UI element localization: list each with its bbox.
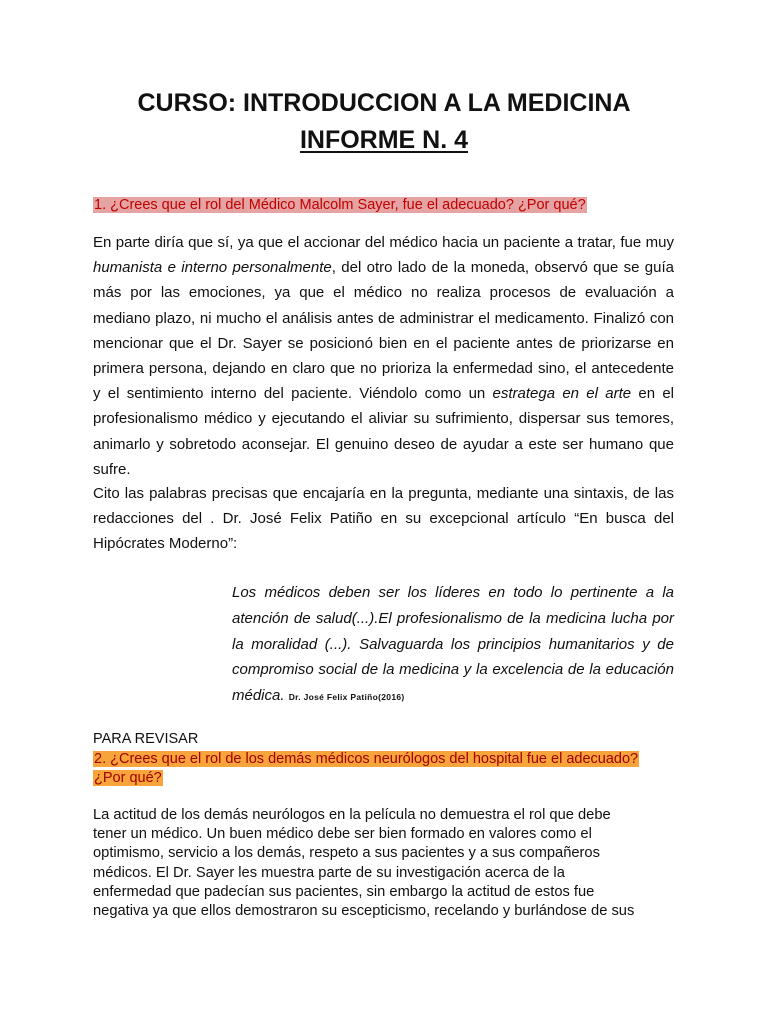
answer-1-paragraph-1 bbox=[93, 230, 674, 482]
quote-text: Los médicos deben ser los líderes en todo lo pertinente a la atención de salud(...).El profesionalismo de la medicina lucha por la moralidad (...). Salvaguarda los principios humanitarios y de compromiso social de la medicina y la excelencia de la educación médica. bbox=[232, 584, 674, 705]
review-label: PARA REVISAR bbox=[93, 731, 199, 747]
answer-1-emphasis-1: humanista e interno personalmente bbox=[93, 259, 332, 277]
report-title-text: INFORME N. 4 bbox=[299, 126, 469, 154]
question-2 bbox=[93, 750, 677, 788]
question-1 bbox=[93, 196, 587, 215]
report-title bbox=[0, 125, 768, 155]
answer-1-paragraph-2: Cito las palabras precisas que encajaría en la pregunta, mediante una sintaxis, de las redacciones del . Dr. José Felix Patiño en su excepcional artículo “En busca del Hipócrates Moderno”: bbox=[93, 485, 674, 553]
answer-1-text-b: , del otro lado de la moneda, observó que se guía más por las emociones, ya que el médico no realiza procesos de evaluación a mediano plazo, ni mucho el análisis antes de administrar el medicamento. Finalizó con mencionar que el Dr. Sayer se posicionó bien en el paciente antes de priorizarse en primera persona, dejando en claro que no prioriza la enfermedad sino, el antecedente y el sentimiento interno del paciente. Viéndolo como un bbox=[93, 259, 674, 403]
question-2-line-1: 2. ¿Crees que el rol de los demás médicos neurólogos del hospital fue el adecuado? bbox=[94, 751, 639, 767]
answer-2-line: optimismo, servicio a los demás, respeto a sus pacientes y a sus compañeros bbox=[93, 845, 600, 862]
answer-2-line: negativa ya que ellos demostraron su escepticismo, recelando y burlándose de sus bbox=[93, 903, 635, 920]
question-1-text: 1. ¿Crees que el rol del Médico Malcolm Sayer, fue el adecuado? ¿Por qué? bbox=[94, 197, 586, 213]
block-quote bbox=[232, 580, 674, 711]
answer-2-line: tener un médico. Un buen médico debe ser bien formado en valores como el bbox=[93, 826, 592, 843]
answer-1-text-c: en el profesionalismo médico y ejecutando el aliviar su sufrimiento, dispersar sus temores, animarlo y sobretodo aconsejar. El genuino deseo de ayudar a este ser humano que sufre. bbox=[93, 385, 674, 478]
course-title: CURSO: INTRODUCCION A LA MEDICINA bbox=[137, 89, 631, 117]
answer-2-line: La actitud de los demás neurólogos en la película no demuestra el rol que debe bbox=[93, 807, 611, 823]
quote-citation: Dr. José Felix Patiño(2016) bbox=[288, 692, 405, 703]
answer-2-paragraph bbox=[93, 806, 683, 921]
answer-2-line: enfermedad que padecían sus pacientes, sin embargo la actitud de estos fue bbox=[93, 883, 595, 900]
answer-2-line: médicos. El Dr. Sayer les muestra parte de su investigación acerca de la bbox=[93, 864, 565, 881]
question-2-line-2: ¿Por qué? bbox=[94, 770, 162, 786]
answer-1-text-a: En parte diría que sí, ya que el accionar del médico hacia un paciente a tratar, fue muy bbox=[93, 234, 674, 251]
answer-1-emphasis-2: estratega en el arte bbox=[492, 385, 632, 403]
